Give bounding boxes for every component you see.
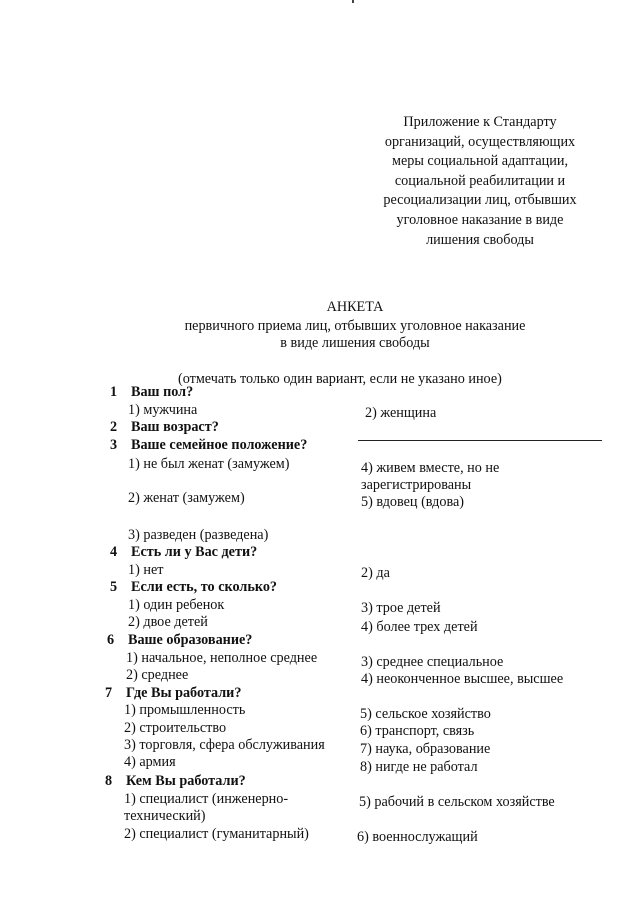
answer-option[interactable]: 1) специалист (инженерно- xyxy=(124,791,289,807)
answer-option[interactable]: 1) начальное, неполное среднее xyxy=(126,650,318,666)
answer-option[interactable]: 2) двое детей xyxy=(128,614,208,630)
answer-option[interactable]: 1) мужчина xyxy=(128,402,198,418)
question-text: Если есть, то сколько? xyxy=(131,579,278,595)
appendix-line: уголовное наказание в виде xyxy=(396,211,564,228)
question-number: 8 xyxy=(105,773,113,789)
answer-option[interactable]: 5) рабочий в сельском хозяйстве xyxy=(359,794,555,810)
question-text: Ваше семейное положение? xyxy=(131,437,308,453)
appendix-line: лишения свободы xyxy=(426,231,534,248)
question-text: Где Вы работали? xyxy=(126,685,242,701)
answer-option[interactable]: 5) сельское хозяйство xyxy=(360,706,491,722)
question-text: Кем Вы работали? xyxy=(126,773,246,789)
question-text: Есть ли у Вас дети? xyxy=(131,544,258,560)
appendix-line: ресоциализации лиц, отбывших xyxy=(383,192,577,209)
answer-option-continued: технический) xyxy=(124,808,206,824)
answer-option[interactable]: 1) промышленность xyxy=(124,702,246,718)
answer-option[interactable]: 3) разведен (разведена) xyxy=(128,527,269,543)
answer-option[interactable]: 2) среднее xyxy=(126,667,189,683)
question-number: 2 xyxy=(110,419,118,435)
answer-option[interactable]: 7) наука, образование xyxy=(360,741,491,757)
answer-option[interactable]: 4) армия xyxy=(124,754,176,770)
answer-line[interactable] xyxy=(358,440,602,441)
answer-option[interactable]: 4) неоконченное высшее, высшее xyxy=(361,671,564,687)
answer-option[interactable]: 1) нет xyxy=(128,562,164,578)
answer-option-continued: зарегистрированы xyxy=(361,477,472,493)
answer-option[interactable]: 6) военнослужащий xyxy=(357,829,478,845)
question-number: 5 xyxy=(110,579,118,595)
answer-option[interactable]: 2) женщина xyxy=(365,405,437,421)
answer-option[interactable]: 2) да xyxy=(361,565,390,581)
appendix-line: организаций, осуществляющих xyxy=(384,133,576,150)
appendix-line: меры социальной адаптации, xyxy=(391,153,569,170)
question-number: 1 xyxy=(110,384,118,400)
answer-option[interactable]: 2) строительство xyxy=(124,720,227,736)
answer-option[interactable]: 6) транспорт, связь xyxy=(360,723,475,739)
appendix-line: социальной реабилитации и xyxy=(394,172,566,189)
answer-option[interactable]: 8) нигде не работал xyxy=(360,759,478,775)
question-text: Ваш пол? xyxy=(131,384,194,400)
question-number: 7 xyxy=(105,685,113,701)
question-number: 6 xyxy=(107,632,115,648)
appendix-line: Приложение к Стандарту xyxy=(403,114,557,130)
answer-option[interactable]: 4) более трех детей xyxy=(361,619,478,635)
scan-dot xyxy=(352,0,354,3)
answer-option[interactable]: 5) вдовец (вдова) xyxy=(361,494,464,510)
answer-option[interactable]: 4) живем вместе, но не xyxy=(361,460,500,476)
answer-option[interactable]: 2) специалист (гуманитарный) xyxy=(124,826,309,842)
form-instruction: (отмечать только один вариант, если не указано иное) xyxy=(178,371,502,387)
question-number: 4 xyxy=(110,544,118,560)
question-text: Ваш возраст? xyxy=(131,419,219,435)
answer-option[interactable]: 2) женат (замужем) xyxy=(128,490,245,506)
answer-option[interactable]: 3) трое детей xyxy=(361,600,441,616)
question-number: 3 xyxy=(110,437,118,453)
appendix-note xyxy=(360,113,600,250)
form-subtitle: первичного приема лиц, отбывших уголовное наказание xyxy=(184,318,526,334)
answer-option[interactable]: 3) торговля, сфера обслуживания xyxy=(124,737,325,753)
form-title: АНКЕТА xyxy=(326,299,384,315)
form-subtitle: в виде лишения свободы xyxy=(280,335,430,351)
answer-option[interactable]: 1) один ребенок xyxy=(128,597,225,613)
answer-option[interactable]: 3) среднее специальное xyxy=(361,654,504,670)
answer-option[interactable]: 1) не был женат (замужем) xyxy=(128,456,290,472)
question-text: Ваше образование? xyxy=(128,632,253,648)
